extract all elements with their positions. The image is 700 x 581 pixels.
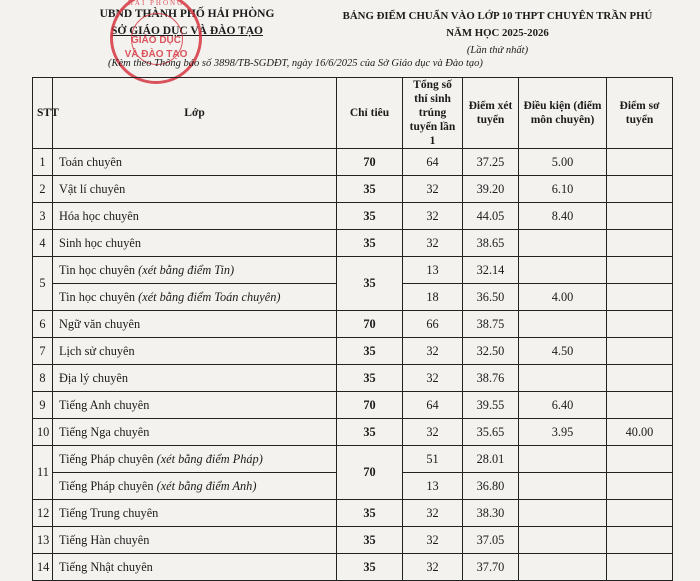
cell-chi-tieu: 70 [337, 392, 403, 419]
cell-stt: 2 [33, 176, 53, 203]
cell-chi-tieu: 70 [337, 311, 403, 338]
cell-dieu-kien [519, 527, 607, 554]
table-row [33, 338, 673, 365]
cell-diem-so-tuyen [607, 338, 673, 365]
lop-name: Tiếng Pháp chuyên [59, 451, 154, 466]
cell-diem-so-tuyen [607, 500, 673, 527]
cell-diem-so-tuyen [607, 284, 673, 311]
cell-diem-so-tuyen [607, 554, 673, 581]
cell-tong-so: 13 [403, 257, 463, 284]
cell-dieu-kien [519, 311, 607, 338]
cell-dieu-kien [519, 365, 607, 392]
table-row [33, 392, 673, 419]
table-row [33, 365, 673, 392]
cell-diem-so-tuyen [607, 392, 673, 419]
issuer-line-2: SỞ GIÁO DỤC VÀ ĐÀO TẠO [111, 25, 263, 37]
cell-diem-so-tuyen [607, 203, 673, 230]
cell-dieu-kien: 8.40 [519, 203, 607, 230]
cell-dieu-kien [519, 446, 607, 473]
cell-diem: 38.30 [463, 500, 519, 527]
cell-diem-so-tuyen [607, 527, 673, 554]
seal-arc-text: HẢI PHÒNG [127, 0, 185, 7]
cell-stt: 8 [33, 365, 53, 392]
cell-tong-so: 64 [403, 392, 463, 419]
issuer-line-1: UBND THÀNH PHỐ HẢI PHÒNG [99, 8, 275, 20]
official-seal-stamp [110, 0, 202, 84]
header-dieu-kien: Điều kiện (điểm môn chuyên) [519, 78, 607, 149]
cell-dieu-kien: 3.95 [519, 419, 607, 446]
cell-lop [53, 446, 337, 473]
cell-lop: Tiếng Nga chuyên [53, 419, 337, 446]
header-chi-tieu: Chỉ tiêu [337, 78, 403, 149]
lop-name: Tin học chuyên [59, 262, 136, 277]
cell-lop [53, 473, 337, 500]
cell-diem-so-tuyen [607, 230, 673, 257]
table-row [33, 527, 673, 554]
cell-diem: 37.70 [463, 554, 519, 581]
cell-chi-tieu: 70 [337, 446, 403, 500]
table-row [33, 230, 673, 257]
cell-tong-so: 32 [403, 365, 463, 392]
lop-name: Tiếng Pháp chuyên [59, 478, 154, 493]
header-diem: Điểm xét tuyển [463, 78, 519, 149]
cell-tong-so: 66 [403, 311, 463, 338]
cell-diem-so-tuyen [607, 257, 673, 284]
cell-lop: Địa lý chuyên [53, 365, 337, 392]
cell-stt: 7 [33, 338, 53, 365]
cell-stt: 14 [33, 554, 53, 581]
cell-tong-so: 32 [403, 500, 463, 527]
round-label: (Lần thứ nhất) [466, 45, 529, 56]
cell-lop: Sinh học chuyên [53, 230, 337, 257]
table-row [33, 149, 673, 176]
cell-diem: 39.20 [463, 176, 519, 203]
lop-note: (xét bằng điểm Tin) [138, 262, 235, 277]
cell-lop: Ngữ văn chuyên [53, 311, 337, 338]
cell-diem: 38.76 [463, 365, 519, 392]
cell-diem: 32.50 [463, 338, 519, 365]
seal-text-2: VÀ ĐÀO TẠO [124, 49, 188, 60]
cell-diem-so-tuyen [607, 473, 673, 500]
cell-dieu-kien: 4.00 [519, 284, 607, 311]
cell-lop: Toán chuyên [53, 149, 337, 176]
cell-diem-so-tuyen [607, 365, 673, 392]
cell-chi-tieu: 70 [337, 149, 403, 176]
cell-dieu-kien: 4.50 [519, 338, 607, 365]
cell-diem: 38.65 [463, 230, 519, 257]
table-row [33, 203, 673, 230]
cell-diem: 36.50 [463, 284, 519, 311]
cell-stt: 13 [33, 527, 53, 554]
admission-score-table [32, 77, 673, 581]
lop-name: Tin học chuyên [59, 289, 136, 304]
cell-tong-so: 32 [403, 419, 463, 446]
cell-stt: 10 [33, 419, 53, 446]
cell-dieu-kien [519, 500, 607, 527]
cell-diem: 38.75 [463, 311, 519, 338]
lop-note: (xét bằng điểm Toán chuyên) [138, 289, 281, 304]
cell-diem: 37.05 [463, 527, 519, 554]
cell-dieu-kien: 5.00 [519, 149, 607, 176]
cell-dieu-kien: 6.10 [519, 176, 607, 203]
cell-stt: 6 [33, 311, 53, 338]
cell-diem: 32.14 [463, 257, 519, 284]
header-lop: Lớp [53, 78, 337, 149]
cell-lop [53, 284, 337, 311]
table-header-row [33, 78, 673, 149]
cell-chi-tieu: 35 [337, 203, 403, 230]
cell-diem-so-tuyen [607, 176, 673, 203]
cell-lop: Tiếng Trung chuyên [53, 500, 337, 527]
cell-stt: 12 [33, 500, 53, 527]
cell-diem: 35.65 [463, 419, 519, 446]
cell-lop: Hóa học chuyên [53, 203, 337, 230]
lop-note: (xét bằng điểm Anh) [156, 478, 257, 493]
seal-text-1: GIÁO DỤC [131, 35, 181, 46]
table-row [33, 419, 673, 446]
cell-diem: 44.05 [463, 203, 519, 230]
cell-diem-so-tuyen [607, 311, 673, 338]
cell-stt: 11 [33, 446, 53, 500]
cell-stt: 1 [33, 149, 53, 176]
cell-lop: Tiếng Nhật chuyên [53, 554, 337, 581]
cell-tong-so: 32 [403, 230, 463, 257]
cell-lop [53, 257, 337, 284]
cell-chi-tieu: 35 [337, 338, 403, 365]
cell-stt: 5 [33, 257, 53, 311]
cell-stt: 3 [33, 203, 53, 230]
header-stt: STT [33, 78, 53, 149]
cell-chi-tieu: 35 [337, 527, 403, 554]
header-diem-so-tuyen: Điểm sơ tuyển [607, 78, 673, 149]
cell-chi-tieu: 35 [337, 500, 403, 527]
cell-chi-tieu: 35 [337, 257, 403, 311]
school-year: NĂM HỌC 2025-2026 [446, 27, 549, 39]
cell-chi-tieu: 35 [337, 176, 403, 203]
table-row [33, 500, 673, 527]
cell-lop: Vật lí chuyên [53, 176, 337, 203]
header-tong-so: Tổng số thí sinh trúng tuyển lần 1 [403, 78, 463, 149]
cell-tong-so: 18 [403, 284, 463, 311]
table-row [33, 446, 673, 473]
cell-chi-tieu: 35 [337, 554, 403, 581]
cell-lop: Lịch sử chuyên [53, 338, 337, 365]
cell-tong-so: 32 [403, 554, 463, 581]
cell-tong-so: 64 [403, 149, 463, 176]
cell-stt: 4 [33, 230, 53, 257]
cell-chi-tieu: 35 [337, 365, 403, 392]
cell-diem: 39.55 [463, 392, 519, 419]
cell-tong-so: 13 [403, 473, 463, 500]
cell-diem-so-tuyen [607, 446, 673, 473]
cell-diem-so-tuyen: 40.00 [607, 419, 673, 446]
table-row [33, 554, 673, 581]
cell-chi-tieu: 35 [337, 230, 403, 257]
table-row [33, 311, 673, 338]
cell-tong-so: 32 [403, 203, 463, 230]
table-row [33, 257, 673, 284]
cell-lop: Tiếng Anh chuyên [53, 392, 337, 419]
cell-dieu-kien [519, 230, 607, 257]
document-title-block [330, 8, 665, 59]
cell-diem-so-tuyen [607, 149, 673, 176]
cell-dieu-kien: 6.40 [519, 392, 607, 419]
cell-tong-so: 51 [403, 446, 463, 473]
cell-diem: 37.25 [463, 149, 519, 176]
cell-stt: 9 [33, 392, 53, 419]
cell-tong-so: 32 [403, 338, 463, 365]
table-row [33, 176, 673, 203]
cell-diem: 36.80 [463, 473, 519, 500]
cell-dieu-kien [519, 257, 607, 284]
reference-note: (Kèm theo Thông báo số 3898/TB-SGDĐT, ngày 16/6/2025 của Sở Giáo dục và Đào tạo) [108, 58, 483, 69]
cell-chi-tieu: 35 [337, 419, 403, 446]
cell-dieu-kien [519, 554, 607, 581]
lop-note: (xét bằng điểm Pháp) [156, 451, 263, 466]
cell-tong-so: 32 [403, 527, 463, 554]
cell-diem: 28.01 [463, 446, 519, 473]
document-title: BẢNG ĐIỂM CHUẨN VÀO LỚP 10 THPT CHUYÊN TRẦN PHÚ [342, 10, 653, 22]
cell-lop: Tiếng Hàn chuyên [53, 527, 337, 554]
cell-dieu-kien [519, 473, 607, 500]
cell-tong-so: 32 [403, 176, 463, 203]
table-body [33, 149, 673, 581]
